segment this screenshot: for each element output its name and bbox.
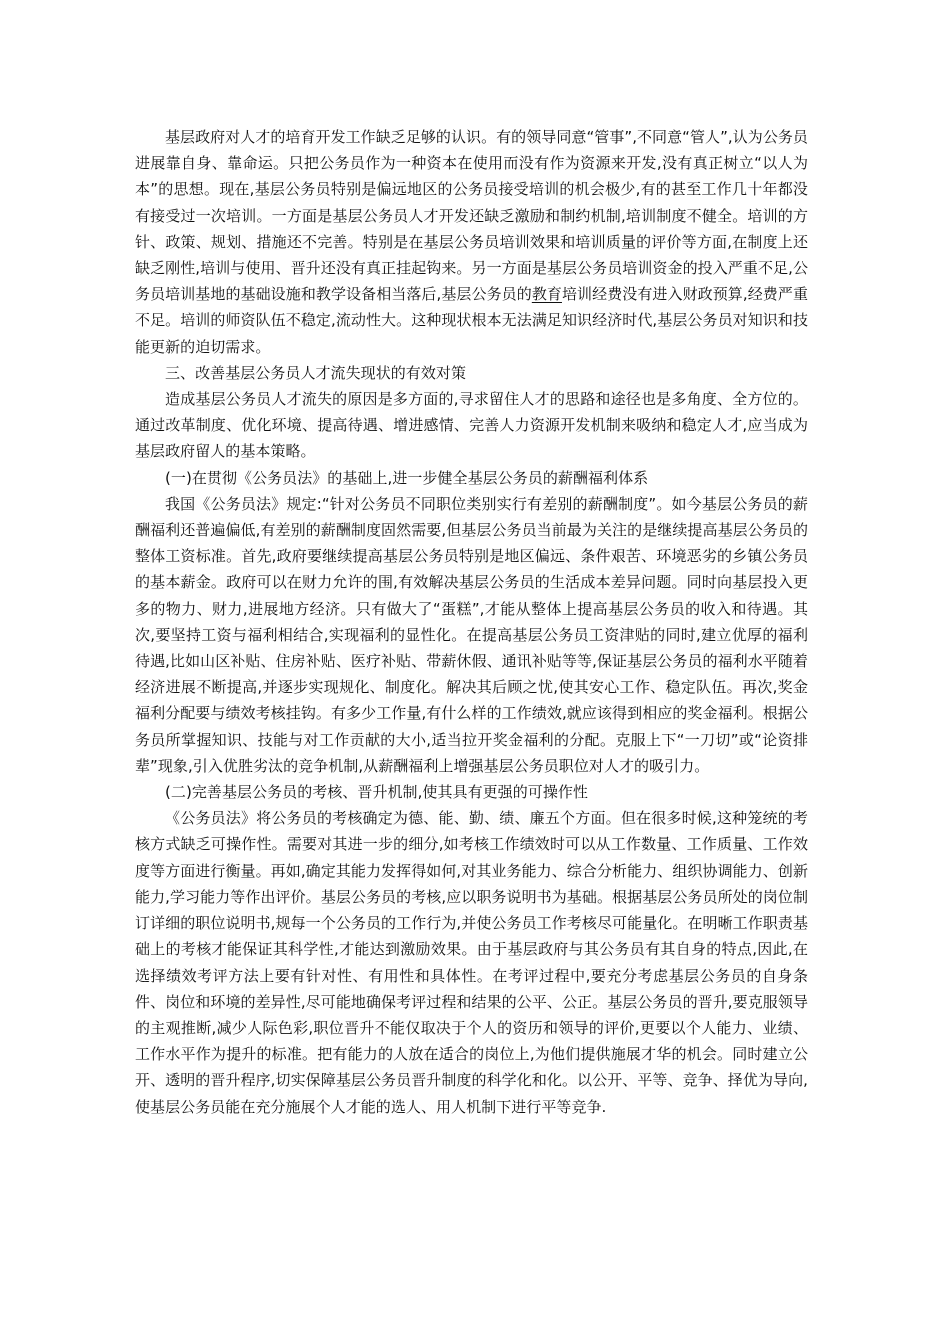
subsection-heading-2: (二)完善基层公务员的考核、晋升机制,使其具有更强的可操作性	[165, 783, 588, 802]
paragraph-text: 基层政府对人才的培育开发工作缺乏足够的认识。有的领导同意“管事”,不同意“管人”,认为公务员进展靠自身、靠命运。只把公务员作为一种资本在使用而没有作为资源来开发,没有真正树立“以人为本”的思想。现在,基层公务员特别是偏远地区的公务员接受培训的机会极少,有的甚至工作几十年都没有接受过一次培训。一方面是基层公务员人才开发还缺乏激励和制约机制,培训制度不健全。培训的方针、政策、规划、措施还不完善。特别是在基层公务员培训效果和培训质量的评价等方面,在制度上还缺乏刚性,培训与使用、晋升还没有真正挂起钩来。另一方面是基层公务员培训资金的投入严重不足,公务员培训基地的基础设施和教学设备相当落后,基层公务员的	[135, 128, 808, 304]
paragraph-strategy: 造成基层公务员人才流失的原因是多方面的,寻求留住人才的思路和途径也是多角度、全方位的。通过改革制度、优化环境、提高待遇、增进感情、完善人力资源开发机制来吸纳和稳定人才,应当成为基层政府留人的基本策略。	[135, 390, 808, 461]
paragraph-text: 培训经费没有进入财政预算,经费严重不足。培训的师资队伍不稳定,流动性大。这种现状根本无法满足知识经济时代,基层公务员对知识和技能更新的迫切需求。	[135, 285, 808, 356]
document-page	[135, 124, 808, 1120]
subsection-heading-1: (一)在贯彻《公务员法》的基础上,进一步健全基层公务员的薪酬福利体系	[165, 468, 649, 487]
paragraph-assessment: 《公务员法》将公务员的考核确定为德、能、勤、绩、廉五个方面。但在很多时候,这种笼统的考核方式缺乏可操作性。需要对其进一步的细分,如考核工作绩效时可以从工作数量、工作质量、工作效度等方面进行衡量。再如,确定其能力发挥得如何,对其业务能力、综合分析能力、组织协调能力、创新能力,学习能力等作出评价。基层公务员的考核,应以职务说明书为基础。根据基层公务员所处的岗位制订详细的职位说明书,规每一个公务员的工作行为,并使公务员工作考核尽可能量化。在明晰工作职责基础上的考核才能保证其科学性,才能达到激励效果。由于基层政府与其公务员有其自身的特点,因此,在选择绩效考评方法上要有针对性、有用性和具体性。在考评过程中,要充分考虑基层公务员的自身条件、岗位和环境的差异性,尽可能地确保考评过程和结果的公平、公正。基层公务员的晋升,要克服领导的主观推断,减少人际色彩,职位晋升不能仅取决于个人的资历和领导的评价,更要以个人能力、业绩、工作水平作为提升的标准。把有能力的人放在适合的岗位上,为他们提供施展才华的机会。同时建立公开、透明的晋升程序,切实保障基层公务员晋升制度的科学化和化。以公开、平等、竞争、择优为导向,使基层公务员能在充分施展个人才能的选人、用人机制下进行平等竞争.	[135, 809, 808, 1116]
education-link[interactable]: 教育	[531, 285, 562, 304]
section-heading-3: 三、改善基层公务员人才流失现状的有效对策	[165, 363, 467, 382]
paragraph-training	[135, 124, 808, 360]
paragraph-salary: 我国《公务员法》规定:“针对公务员不同职位类别实行有差别的薪酬制度”。如今基层公务员的薪酬福利还普遍偏低,有差别的薪酬制度固然需要,但基层公务员当前最为关注的是继续提高基层公务员的整体工资标准。首先,政府要继续提高基层公务员特别是地区偏远、条件艰苦、环境恶劣的乡镇公务员的基本薪金。政府可以在财力允许的围,有效解决基层公务员的生活成本差异问题。同时向基层投入更多的物力、财力,进展地方经济。只有做大了“蛋糕”,才能从整体上提高基层公务员的收入和待遇。其次,要坚持工资与福利相结合,实现福利的显性化。在提高基层公务员工资津贴的同时,建立优厚的福利待遇,比如山区补贴、住房补贴、医疗补贴、带薪休假、通讯补贴等等,保证基层公务员的福利水平随着经济进展不断提高,并逐步实现规化、制度化。解决其后顾之忧,使其安心工作、稳定队伍。再次,奖金福利分配要与绩效考核挂钩。有多少工作量,有什么样的工作绩效,就应该得到相应的奖金福利。根据公务员所掌握知识、技能与对工作贡献的大小,适当拉开奖金福利的分配。克服上下“一刀切”或“论资排辈”现象,引入优胜劣汰的竞争机制,从薪酬福利上增强基层公务员职位对人才的吸引力。	[135, 494, 808, 775]
